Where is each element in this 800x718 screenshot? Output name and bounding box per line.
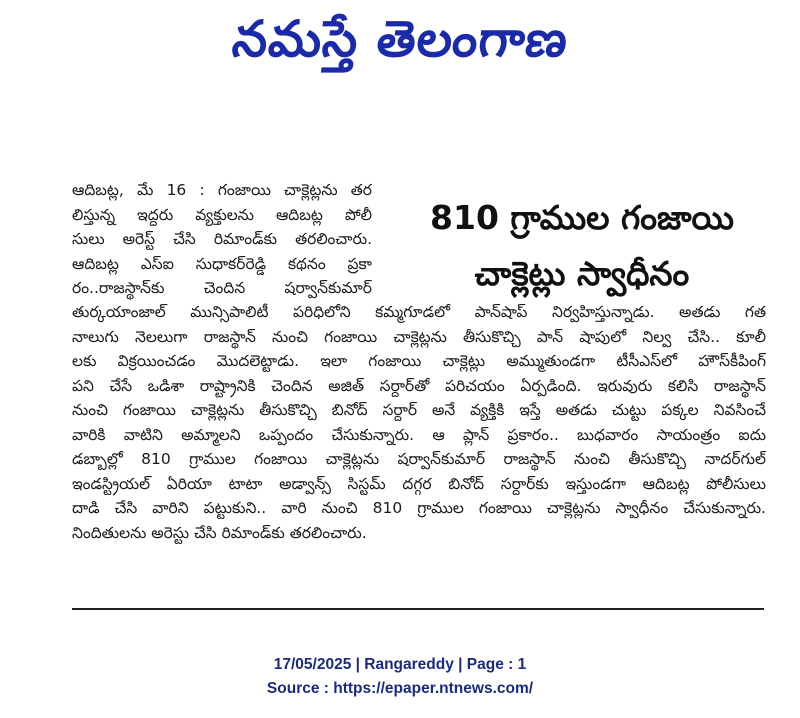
masthead-title: నమస్తే తెలంగాణ — [229, 9, 572, 68]
news-article — [72, 178, 766, 598]
article-body-line: డబ్బాల్లో 810 గ్రాముల గంజాయి చాక్లెట్లను షర్వాన్‌కుమార్ రాజస్థాన్ నుంచి తీసుకొచ్చి నాదర్‌గుల్ — [72, 450, 766, 468]
article-body — [72, 300, 766, 545]
article-body-line: తుర్కయాంజాల్ మున్సిపాలిటీ పరిధిలోని కమ్మగూడలో పాన్‌షాప్ నిర్వహిస్తున్నాడు. అతడు గత — [72, 303, 766, 321]
article-intro-line: లిస్తున్న ఇద్దరు వ్యక్తులను ఆదిబట్ల పోలీ — [72, 205, 372, 224]
article-headline — [402, 190, 762, 302]
headline-line-1: 810 గ్రాముల గంజాయి — [430, 198, 734, 237]
article-intro-line: సులు అరెస్ట్ చేసి రిమాండ్‌కు తరలించారు. — [72, 230, 372, 248]
article-body-line: ఇండస్ట్రియల్ ఏరియా టాటా అడ్వాన్స్ సిస్టమ్ దగ్గర బినోద్ సర్దార్‌కు ఇస్తుండగా ఆదిబట్ల పోలీసులు — [72, 474, 766, 493]
footer-source-link[interactable]: Source : https://epaper.ntnews.com/ — [266, 680, 534, 697]
footer-edition-info: 17/05/2025 | Rangareddy | Page : 1 — [273, 656, 527, 673]
article-intro-column — [72, 178, 372, 301]
article-body-line: నాలుగు నెలలుగా రాజస్థాన్ నుంచి గంజాయి చాక్లెట్లను తీసుకొచ్చి పాన్ షాపులో నిల్వ చేసి.. కూలీ — [72, 327, 766, 346]
article-intro-line: రం..రాజస్థాన్‌కు చెందిన షర్వాన్‌కుమార్ — [72, 279, 372, 297]
newspaper-masthead — [190, 6, 610, 84]
article-body-line: నుంచి గంజాయి చాక్లెట్లను తీసుకొచ్చి బినోద్ సర్దార్ అనే వ్యక్తికి ఇస్తే అతడు చుట్టు పక్కల నివసించే — [72, 401, 766, 419]
article-divider — [72, 608, 764, 610]
article-intro-line: ఆదిబట్ల, మే 16 : గంజాయి చాక్లెట్లను తర — [72, 181, 372, 199]
headline-line-2: చాక్లెట్లు స్వాధీనం — [474, 254, 690, 293]
article-intro-line: ఆదిబట్ల ఎస్ఐ సుధాకర్‌రెడ్డి కథనం ప్రకా — [72, 254, 372, 273]
article-body-line: పని చేసే ఒడిశా రాష్ట్రానికి చెందిన అజిత్ సర్దార్‌తో పరిచయం ఏర్పడింది. ఇరువురు కలిసి రాజస్థాన్ — [72, 376, 766, 395]
article-body-line: వారికి వాటిని అమ్మాలని ఒప్పందం చేసుకున్నారు. ఆ ప్లాన్ ప్రకారం.. బుధవారం సాయంత్రం ఐదు — [72, 425, 766, 444]
article-body-line: దాడి చేసి వారిని పట్టుకుని.. వారి నుంచి 810 గ్రాముల గంజాయి చాక్లెట్లను స్వాధీనం చేసుకున్నారు. — [72, 499, 766, 517]
article-body-line: లకు విక్రయించడం మొదలెట్టాడు. ఇలా గంజాయి చాక్లెట్లు అమ్ముతుండగా టీసీఎస్‌లో హౌస్‌కీపింగ్ — [72, 352, 766, 370]
article-body-line: నిందితులను అరెస్టు చేసి రిమాండ్‌కు తరలించారు. — [72, 523, 367, 542]
